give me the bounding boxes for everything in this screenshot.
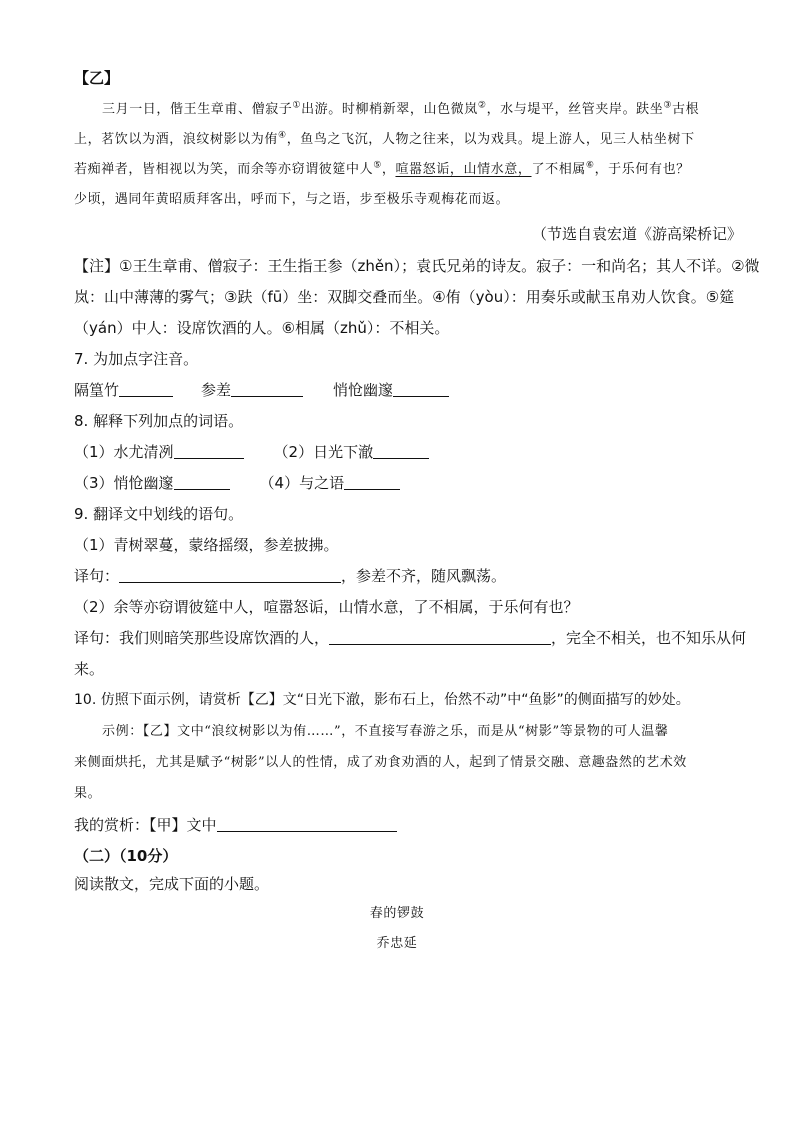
essay-title: 春的锣鼓: [369, 906, 425, 921]
question-8-stem: 8. 解释下列加点的词语。: [74, 412, 244, 430]
question-10-stem: 10. 仿照下面示例，请赏析【乙】文“日光下澈，影布石上，佁然不动”中“鱼影”的侧面描写的妙处。: [74, 692, 690, 708]
question-7-stem: 7. 为加点字注音。: [74, 350, 199, 368]
yi-paragraph-line-1: 三月一日，偕王生章甫、僧寂子①出游。时柳梢新翠，山色微岚②，水与堤平，丝管夹岸。趺坐③古根: [102, 100, 700, 117]
answer-blank[interactable]: [174, 474, 230, 490]
underlined-sentence: 喧嚣怒诟，山情水意，: [395, 162, 532, 177]
question-9-stem: 9. 翻译文中划线的语句。: [74, 505, 244, 523]
question-9-sentence-2: （2）余等亦窃谓彼筵中人，喧嚣怒诟，山情水意，了不相属，于乐何有也？: [74, 598, 579, 616]
answer-blank[interactable]: [373, 443, 429, 459]
question-10-example-line-1: 示例：【乙】文中“浪纹树影以为侑……”，不直接写春游之乐，而是从“树影”等景物的可人温馨: [102, 724, 669, 739]
answer-blank[interactable]: [119, 381, 173, 397]
yi-header: 【乙】: [74, 69, 120, 87]
answer-blank[interactable]: [344, 474, 400, 490]
answer-blank[interactable]: [174, 443, 244, 459]
question-9-translation-2-cont: 来。: [74, 660, 105, 678]
essay-author: 乔忠延: [376, 936, 418, 951]
question-9-sentence-1: （1）青树翠蔓，蒙络摇缀，参差披拂。: [74, 536, 339, 554]
yi-paragraph-line-3: 若痴禅者，皆相视以为笑，而余等亦窃谓彼筵中人⑤，喧嚣怒诟，山情水意，了不相属⑥，于乐何有也？: [74, 160, 690, 177]
question-9-translation-2: 译句：我们则暗笑那些设席饮酒的人， ，完全不相关，也不知乐从何: [74, 629, 747, 647]
notes-line-1: 【注】①王生章甫、僧寂子：王生指王参（zhěn）；袁氏兄弟的诗友。寂子：一和尚名；其人不详。②微: [74, 257, 760, 275]
source-citation: （节选自袁宏道《游高梁桥记》: [531, 225, 742, 243]
yi-paragraph-line-4: 少顷，遇同年黄昭质拜客出，呼而下，与之语，步至极乐寺观梅花而返。: [74, 192, 510, 207]
answer-blank[interactable]: [329, 629, 551, 645]
question-10-example-line-3: 果。: [74, 786, 102, 801]
question-8-row-1: （1）水尤清冽 （2）日光下澈: [74, 442, 742, 462]
section-2-instruction: 阅读散文，完成下面的小题。: [74, 875, 270, 893]
notes-line-3: （yán）中人：设席饮酒的人。⑥相属（zhǔ）：不相关。: [74, 319, 450, 337]
section-2-heading: （二）（10分）: [74, 847, 178, 865]
notes-line-2: 岚：山中薄薄的雾气；③趺（fū）坐：双脚交叠而坐。④侑（yòu）：用奏乐或献玉帛劝人饮食。⑤筵: [74, 288, 735, 306]
answer-blank[interactable]: [217, 816, 397, 832]
question-8-row-2: （3）悄怆幽邃 （4）与之语: [74, 473, 742, 493]
question-7-items: 隔篁竹 参差 悄怆幽邃: [74, 380, 742, 400]
yi-paragraph-line-2: 上，茗饮以为酒，浪纹树影以为侑④，鱼鸟之飞沉，人物之往来，以为戏具。堤上游人，见三人枯坐树下: [74, 130, 695, 147]
answer-blank[interactable]: [119, 567, 341, 583]
question-10-answer: 我的赏析：【甲】文中: [74, 815, 742, 835]
answer-blank[interactable]: [231, 381, 303, 397]
question-10-example-line-2: 来侧面烘托，尤其是赋予“树影”以人的性情，成了劝食劝酒的人，起到了情景交融、意趣盎然的艺术效: [74, 755, 687, 770]
answer-blank[interactable]: [393, 381, 449, 397]
question-9-translation-1: 译句： ，参差不齐，随风飘荡。: [74, 567, 507, 585]
